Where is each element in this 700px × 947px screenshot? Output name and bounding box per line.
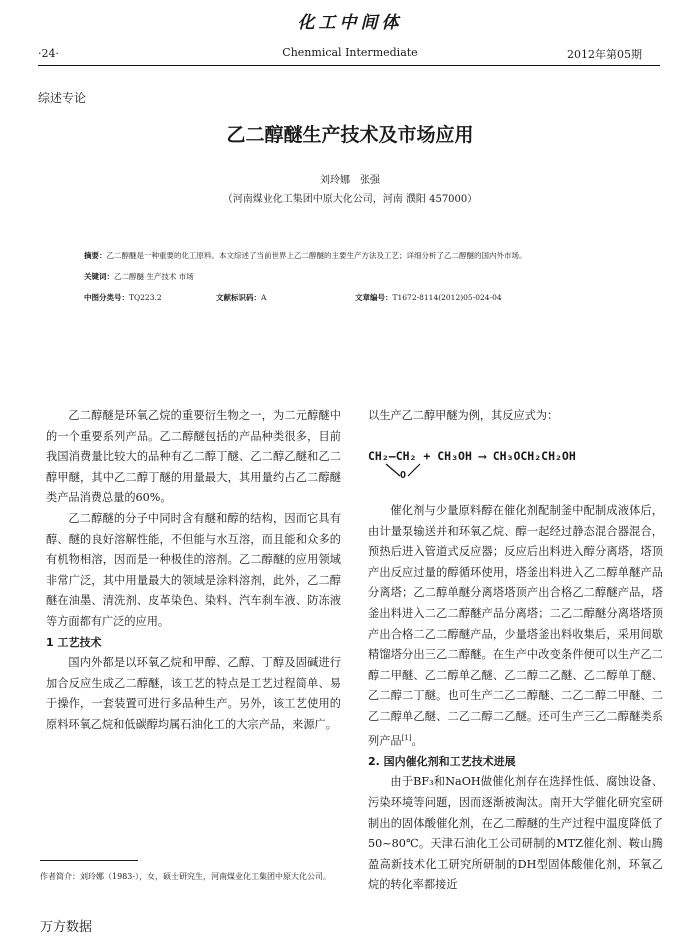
article-no-label: 文章编号： <box>355 293 393 302</box>
journal-title-cn: 化工中间体 <box>297 13 403 33</box>
page-number: ·24· <box>38 47 59 60</box>
paragraph: 乙二醇醚是环氧乙烷的重要衍生物之一，为二元醇醚中的一个重要系列产品。乙二醇醚包括的产品种类很多，目前我国消费量比较大的品种有乙二醇丁醚、乙二醇乙醚和乙二醇甲醚，其中乙二醇丁醚的用量最大，其用量约占乙二醇醚类产品消费总量的60%。 <box>46 409 341 505</box>
abstract-label: 摘要： <box>84 251 107 260</box>
reactant-epoxide: CH₂—CH₂ <box>368 449 417 463</box>
section-label: 综述专论 <box>38 91 87 105</box>
paragraph: 乙二醇醚的分子中同时含有醚和醇的结构，因而它具有醇、醚的良好溶解性能，不但能与水互溶，而且能和众多的有机物相溶，因而是一种极佳的溶剂。乙二醇醚的应用领域非常广泛，其中用量最大的领域是涂料溶剂，此外，乙二醇醚在油墨、清洗剂、皮革染色、染料、汽车刹车液、防冻液等方面都有广泛的应用。 <box>46 511 341 628</box>
doc-code-value: A <box>261 293 267 302</box>
paragraph: 国内外都是以环氧乙烷和甲醇、乙醇、丁醇及固碱进行加合反应生成乙二醇醚，该工艺的特点是工艺过程简单、易于操作，一套装置可进行多品种生产。另外，该工艺使用的原料环氧乙烷和低碳醇均属石油化工的大宗产品，来源广。 <box>46 656 341 731</box>
document-code <box>216 292 266 303</box>
header-rule <box>38 65 660 66</box>
reactant-methanol: + CH₃OH <box>423 449 472 463</box>
right-column-intro <box>368 406 663 427</box>
paragraph: 由于BF₃和NaOH做催化剂存在选择性低、腐蚀设备、污染环境等问题，因而逐渐被淘汰。南开大学催化研究室研制出的固体酸催化剂，在乙二醇醚的生产过程中温度降低了50~80℃。天津石油化工公司研制的MTZ催化剂、鞍山腾盈高新技术化工研究所研制的DH型固体酸催化剂，环氧乙烷的转化率都接近 <box>368 775 663 892</box>
keywords <box>84 271 194 282</box>
keywords-text: 乙二醇醚 生产技术 市场 <box>114 272 194 281</box>
epoxide-oxygen: O <box>400 470 407 481</box>
author-footnote: 作者简介：刘玲娜（1983-），女，硕士研究生，河南煤业化工集团中原大化公司。 <box>40 872 332 881</box>
article-number <box>355 292 502 303</box>
right-column <box>368 501 663 896</box>
clc-label: 中图分类号： <box>84 293 129 302</box>
citation: [1] <box>401 733 412 742</box>
paragraph: 以生产乙二醇甲醚为例，其反应式为： <box>368 409 559 422</box>
authors: 刘玲娜 张强 <box>320 175 380 186</box>
clc-number <box>84 292 162 303</box>
doc-code-label: 文献标识码： <box>216 293 261 302</box>
article-no-value: T1672-8114(2012)05-024-04 <box>392 293 502 302</box>
left-column <box>46 406 341 736</box>
article-title: 乙二醇醚生产技术及市场应用 <box>226 124 474 146</box>
clc-value: TQ223.2 <box>129 293 162 302</box>
watermark: 万方数据 <box>40 920 93 935</box>
section-heading: 1 工艺技术 <box>46 635 102 649</box>
abstract <box>84 250 644 261</box>
affiliation: （河南煤业化工集团中原大化公司，河南 濮阳 457000） <box>222 194 478 205</box>
keywords-label: 关键词： <box>84 272 114 281</box>
arrow-icon: ⟶ <box>478 449 486 463</box>
paragraph: 催化剂与少量原料醇在催化剂配制釜中配制成液体后，由计量泵输送并和环氧乙烷、醇一起经过静态混合器混合，预热后进入管道式反应器；反应后出料进入醇分离塔，塔顶产出反应过量的醇循环使用，塔釜出料进入乙二醇单醚产品分离塔；乙二醇单醚分离塔塔顶产出合格乙二醇醚产品，塔釜出料进入二乙二醇醚产品分离塔；二乙二醇醚分离塔塔顶产出合格二乙二醇醚产品，少量塔釜出料收集后，采用间歇精馏塔分出三乙二醇醚。在生产中改变条件便可以生产乙二醇二甲醚、乙二醇单乙醚、乙二醇二乙醚、乙二醇单丁醚、乙二醇二丁醚。也可生产二乙二醇醚、二乙二醇二甲醚、二乙二醇单乙醚、二乙二醇二乙醚。还可生产三乙二醇醚类系列产品[1]。 <box>368 504 663 748</box>
journal-title-en: Chenmical Intermediate <box>282 46 418 59</box>
reaction-equation <box>368 449 576 463</box>
product: CH₃OCH₂CH₂OH <box>492 449 576 463</box>
issue-number: 2012年第05期 <box>567 48 642 61</box>
footnote-rule <box>40 860 138 861</box>
section-heading: 2. 国内催化剂和工艺技术进展 <box>368 754 516 768</box>
abstract-text: 乙二醇醚是一种重要的化工原料。本文综述了当前世界上乙二醇醚的主要生产方法及工艺；详细分析了乙二醇醚的国内外市场。 <box>106 251 527 260</box>
